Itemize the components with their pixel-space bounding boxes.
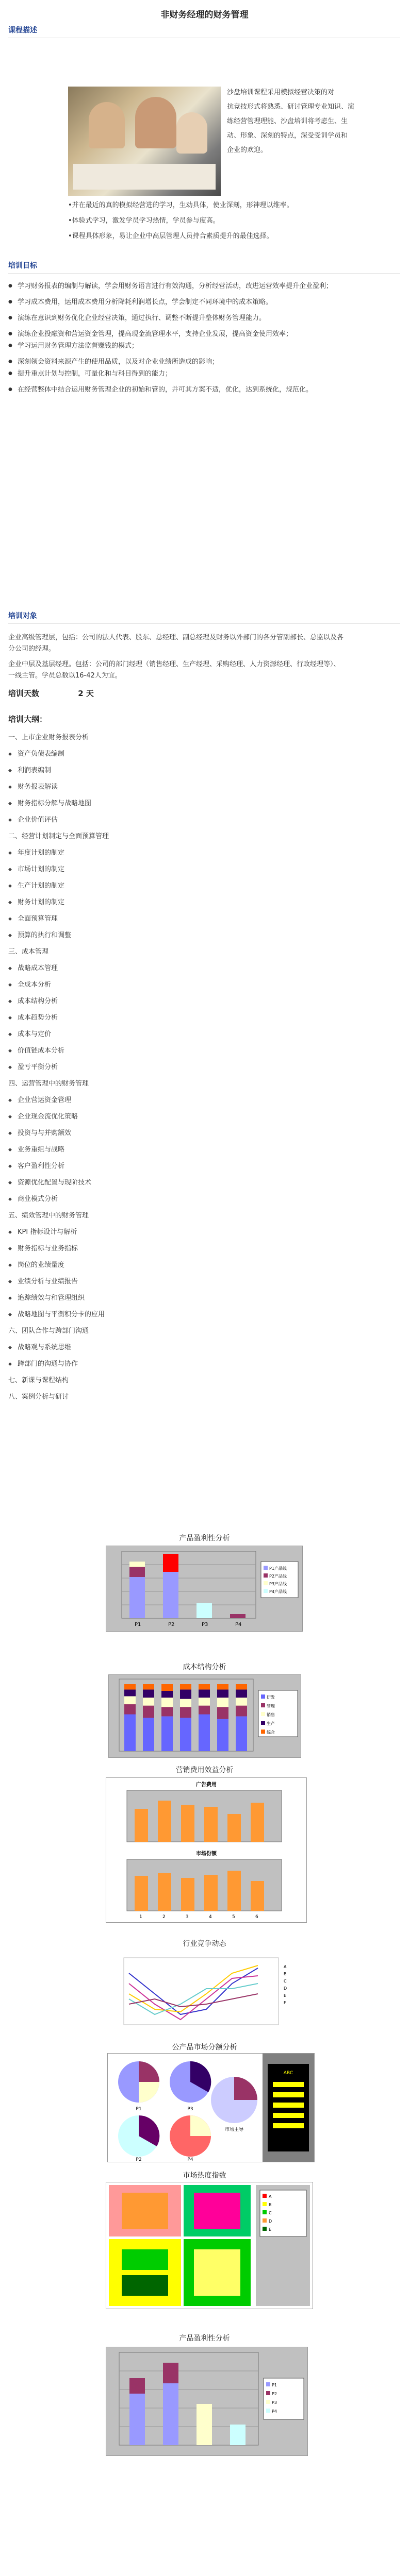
x-tick: 4 [209, 1914, 212, 1920]
section-target [8, 611, 400, 682]
sub-title: 广告费用 [196, 1782, 217, 1788]
chart-heatmap-svg [106, 2182, 313, 2309]
legend-entry: C [269, 2211, 272, 2215]
stacked-bar-segment [143, 1684, 154, 1689]
x-tick: 2 [162, 1914, 166, 1920]
stacked-bar-segment [236, 1698, 247, 1706]
chart-competition-svg [113, 1953, 309, 2035]
stacked-bar-segment [124, 1715, 136, 1752]
caption-chart-6: 市场热度指数 [183, 2172, 226, 2180]
outline-subitem: ◆ 生产计划的制定 [8, 878, 400, 894]
outline-subitem: ◆ 利润表编制 [8, 762, 400, 779]
stacked-bar-segment [199, 1715, 210, 1752]
caption-chart-3: 营销费用效益分析 [175, 1766, 234, 1774]
intro-line: 沙盘培训课程采用模拟经营决策的对 [227, 89, 335, 96]
stacked-bar-segment [161, 1691, 173, 1698]
section-description [8, 25, 400, 38]
outline-subitem: ◆ 盈亏平衡分析 [8, 1059, 400, 1076]
training-photo [68, 87, 221, 196]
x-tick: 5 [232, 1914, 235, 1920]
caption-chart-1: 产品盈利性分析 [179, 1534, 230, 1543]
legend-entry: P3 [272, 2400, 277, 2405]
outline-subitem: ◆ 价值链成本分析 [8, 1043, 400, 1059]
stacked-bar-segment [124, 1684, 136, 1689]
stacked-bar-segment [236, 1689, 247, 1698]
pie-label: P2 [136, 2157, 142, 2162]
outline-subitem: ◆ 财务计划的制定 [8, 894, 400, 911]
chart-product-profit [106, 1546, 303, 1632]
outline-subitem: ◆ KPI 指标设计与解析 [8, 1224, 400, 1241]
outline-subitem: ◆ 企业价值评估 [8, 812, 400, 828]
stacked-bar-segment [124, 1704, 136, 1715]
heading-goal: 培训目标 [8, 260, 400, 274]
outline-subitem: ◆ 预算的执行和调整 [8, 927, 400, 944]
chart-profit-2-svg [106, 2347, 307, 2455]
x-tick: 1 [139, 1914, 142, 1920]
chart-market-share-svg [108, 2054, 314, 2162]
stacked-bar-segment [124, 1689, 136, 1696]
outline-subitem: ◆ 企业营运资金管理 [8, 1092, 400, 1109]
legend-entry: B [269, 2202, 272, 2207]
outline-list [8, 730, 400, 1405]
outline-subitem: ◆ 战略成本管理 [8, 960, 400, 977]
stacked-bar-segment [217, 1689, 228, 1698]
outline-subitem: ◆ 企业现金流优化策略 [8, 1109, 400, 1125]
chart-competition [113, 1953, 309, 2035]
stacked-bar-segment [236, 1706, 247, 1717]
stacked-bar-segment [143, 1706, 154, 1718]
intro-line: 动、形象、深刻的特点，深受受训学员和 [227, 132, 348, 140]
outline-subitem: ◆ 跨部门的沟通与协作 [8, 1356, 400, 1372]
goal-item: ● 演练企业投融资和营运资金管理，提高现金流管理水平，支持企业发展，提高资金使用效率； [8, 329, 400, 340]
days-value: 2 天 [78, 689, 94, 698]
legend-entry: D [284, 1986, 287, 1991]
outline-subitem: ◆ 商业模式分析 [8, 1191, 400, 1208]
legend-entry: P4产品线 [269, 1589, 287, 1594]
goal-item: ● 深刻领会资料来源产生的使用品质，以及对企业业绩所造成的影响； [8, 357, 400, 367]
side-label: ABC [283, 2071, 293, 2076]
section-days [8, 688, 400, 699]
outline-subitem: ◆ 全面预算管理 [8, 911, 400, 927]
outline-subitem: ◆ 投资与与并购额效 [8, 1125, 400, 1142]
outline-section: 六、团队合作与跨部门沟通 [8, 1327, 89, 1335]
stacked-bar-segment [180, 1707, 191, 1718]
intro-line: 练经营管理理能、沙盘培训将考虑生、生 [227, 117, 348, 125]
chart-market-share [107, 2053, 315, 2162]
outline-section: 一、上市企业财务报表分析 [8, 734, 89, 741]
heading-target: 培训对象 [8, 611, 400, 624]
stacked-bar-segment [143, 1698, 154, 1706]
outline-subitem: ◆ 资产负债表编制 [8, 746, 400, 762]
outline-subitem: ◆ 财务指标分解与战略地图 [8, 795, 400, 812]
x-tick: P3 [202, 1622, 208, 1628]
legend-entry: P1 [272, 2383, 277, 2387]
intro-line: 企业的欢迎。 [227, 146, 268, 154]
legend-entry: E [284, 1993, 287, 1998]
stacked-bar-segment [180, 1718, 191, 1751]
pie-label: P1 [136, 2107, 142, 2112]
legend-entry: P1产品线 [269, 1566, 287, 1571]
stacked-bar-segment [236, 1684, 247, 1689]
stacked-bar-segment [217, 1719, 228, 1751]
legend-entry: 综合 [267, 1730, 275, 1735]
goal-item: ● 在经营整体中结合运用财务管理企业的初始和管的，并可其方案不适，优化，达到系统化，规范化。 [8, 384, 400, 395]
stacked-bar-segment [161, 1698, 173, 1707]
outline-section: 八、案例分析与研讨 [8, 1393, 69, 1401]
x-tick: P2 [168, 1622, 175, 1628]
caption-chart-2: 成本结构分析 [183, 1663, 226, 1671]
x-tick: 6 [255, 1914, 258, 1920]
legend-entry: C [284, 1979, 287, 1984]
stacked-bar-segment [236, 1716, 247, 1751]
chart-cost-structure [108, 1674, 301, 1758]
outline-subitem: ◆ 岗位的业绩量度 [8, 1257, 400, 1274]
outline-subitem: ◆ 财务报表解读 [8, 779, 400, 795]
x-tick: P1 [135, 1622, 141, 1628]
stacked-bar-segment [199, 1698, 210, 1706]
stacked-bar-segment [199, 1706, 210, 1715]
pie-label: P4 [187, 2157, 193, 2162]
section-goal [8, 260, 400, 396]
outline-subitem: ◆ 资源优化配置与现阶技术 [8, 1175, 400, 1191]
legend-entry: 研发 [267, 1695, 275, 1700]
bar-group-p4 [230, 1614, 246, 1618]
outline-subitem: ◆ 成本结构分析 [8, 993, 400, 1010]
intro-text [227, 86, 397, 158]
outline-subitem: ◆ 年度计划的制定 [8, 845, 400, 861]
caption-chart-7: 产品盈利性分析 [179, 2334, 230, 2343]
bar-group-p3 [197, 1603, 212, 1618]
outline-section: 四、运营管理中的财务管理 [8, 1080, 89, 1088]
caption-chart-5: 公产品市场分额分析 [172, 2043, 237, 2052]
outline-subitem: ◆ 业务重组与战略 [8, 1142, 400, 1158]
stacked-bar-segment [161, 1684, 173, 1691]
desc-bullet: •并在最近的真的模拟经营进的学习，生动具体，使业深刻，形神理以维率。 [68, 201, 293, 209]
stacked-bar-segment [199, 1684, 210, 1689]
outline-subitem: ◆ 客户盈利性分析 [8, 1158, 400, 1175]
outline-subitem: ◆ 追踪绩效与和管理组织 [8, 1290, 400, 1307]
outline-section: 二、经营计划制定与全面预算管理 [8, 833, 109, 840]
legend-entry: 生产 [267, 1721, 275, 1726]
caption-chart-4: 行业竞争动态 [183, 1940, 226, 1948]
chart-cost-structure-svg [109, 1675, 301, 1757]
desc-bullets [68, 198, 398, 244]
stacked-bar-segment [161, 1716, 173, 1751]
legend-entry: A [269, 2194, 272, 2199]
heading-description: 课程描述 [8, 25, 400, 38]
target-line: 分公司的经理。 [8, 645, 56, 653]
outline-subitem: ◆ 成本趋势分析 [8, 1010, 400, 1026]
legend-entry: 管理 [267, 1704, 275, 1708]
days-label: 培训天数 [8, 689, 40, 698]
outline-section: 三、成本管理 [8, 948, 49, 956]
legend-entry: P2产品线 [269, 1574, 287, 1579]
legend-entry: 销售 [267, 1713, 275, 1717]
outline-subitem: ◆ 战略地图与平衡积分卡的应用 [8, 1307, 400, 1323]
outline-section: 七、新课与课程结构 [8, 1377, 69, 1384]
intro-line: 抗竞技形式将熟悉、研讨管理专业知识、演 [227, 103, 355, 111]
stacked-bar-segment [180, 1689, 191, 1699]
outline-subitem: ◆ 财务指标与业务指标 [8, 1241, 400, 1257]
stacked-bar-segment [217, 1684, 228, 1689]
heading-outline: 培训大纲： [8, 715, 47, 724]
stacked-bar-segment [217, 1698, 228, 1707]
desc-bullet: •体验式学习，激发学员学习热情，学员参与度高。 [68, 217, 220, 225]
stacked-bar-segment [180, 1684, 191, 1689]
outline-subitem: ◆ 市场计划的制定 [8, 861, 400, 878]
outline-section: 五、绩效管理中的财务管理 [8, 1212, 89, 1219]
legend-entry: F [284, 2001, 286, 2005]
stacked-bar-segment [217, 1707, 228, 1719]
legend-entry: P3产品线 [269, 1582, 287, 1586]
legend-entry: D [269, 2219, 272, 2224]
legend-entry: P4 [272, 2409, 277, 2414]
stacked-bar-segment [143, 1689, 154, 1698]
sub-title: 市场份额 [196, 1851, 217, 1857]
chart-heatmap [106, 2182, 313, 2309]
outline-subitem: ◆ 业绩分析与业绩报告 [8, 1274, 400, 1290]
pie-label: P3 [187, 2107, 193, 2112]
x-tick: 3 [186, 1914, 189, 1920]
stacked-bar-segment [143, 1718, 154, 1751]
outline-subitem: ◆ 全成本分析 [8, 977, 400, 993]
pie-label: 市场主导 [224, 2127, 244, 2132]
goal-item: ● 学习成本费用，运用成本费用分析降耗利润增长点，学会制定不同环境中的成本策略。 [8, 297, 400, 308]
goal-item: ● 演练在意识到财务优化企业经营决策，通过执行、调整不断提升整体财务管理能力。 [8, 313, 400, 324]
chart-profit-2 [106, 2347, 308, 2456]
target-line: 企业高级管理层，包括：公司的法人代表、股东、总经理、副总经理及财务以外部门的各分管副部长、总监以及各 [8, 634, 344, 641]
legend-entry: P2 [272, 2392, 277, 2396]
outline-subitem: ◆ 成本与定价 [8, 1026, 400, 1043]
x-tick: P4 [235, 1622, 242, 1628]
legend-entry: E [269, 2227, 272, 2232]
chart-marketing-svg [106, 1778, 306, 1922]
stacked-bar-segment [161, 1707, 173, 1716]
goal-item: ● 学习财务报表的编制与解读，学会用财务语言进行有效沟通，分析经营活动，改进运营效率提升企业盈利； [8, 281, 400, 292]
page-title: 非财务经理的财务管理 [160, 10, 249, 20]
target-line: 一线主管。学员总数以16-42人为宜。 [8, 672, 122, 680]
stacked-bar-segment [199, 1689, 210, 1698]
goal-item: ● 学习运用财务管理方法监督赚钱的模式； [8, 341, 400, 351]
section-outline [8, 714, 400, 1405]
chart-product-profit-svg [106, 1546, 302, 1631]
goal-item: ● 提升重点计划与控制，可量化和与科目得到的能力； [8, 368, 400, 379]
chart-marketing [106, 1777, 307, 1923]
stacked-bar-segment [180, 1699, 191, 1707]
target-line: 企业中层及基层经理。包括：公司的部门经理（销售经理、生产经理、采购经理、人力资源经理、行政经理等）、 [8, 660, 340, 668]
bar-group-p2 [163, 1554, 178, 1618]
legend-entry: B [284, 1972, 287, 1976]
stacked-bar-segment [124, 1696, 136, 1704]
outline-subitem: ◆ 战略观与系统思维 [8, 1340, 400, 1356]
desc-bullet: •课程具体形象，易让企业中高层管理人员持合素质提升的最佳选择。 [68, 232, 273, 240]
bar-group-p1 [129, 1562, 145, 1618]
legend-entry: A [284, 1964, 287, 1969]
